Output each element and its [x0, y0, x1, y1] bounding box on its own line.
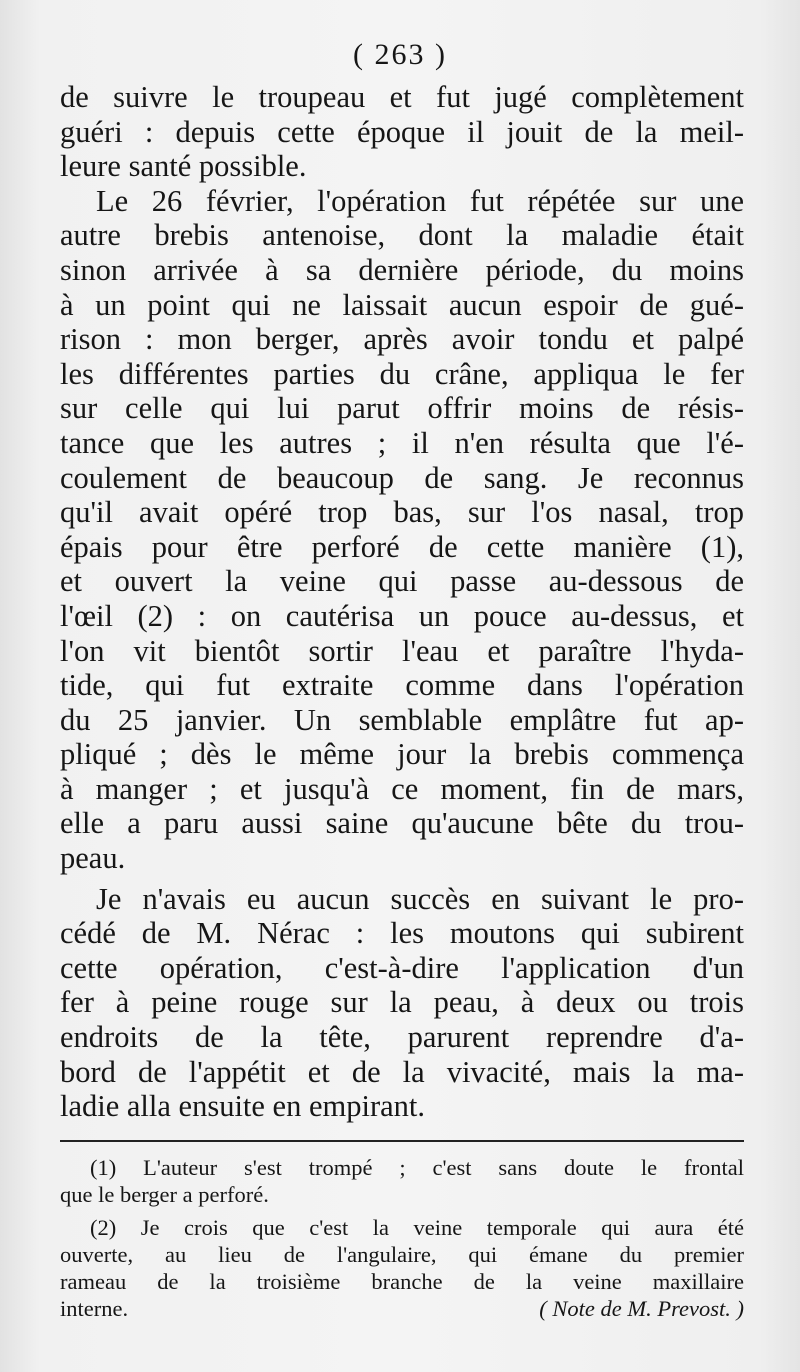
- text-line: cédé de M. Nérac : les moutons qui subirent: [60, 916, 744, 951]
- footnote-last-line: [60, 1295, 744, 1322]
- text-line: cette opération, c'est-à-dire l'application d'un: [60, 950, 744, 985]
- text-line: à manger ; et jusqu'à ce moment, fin de mars,: [60, 771, 744, 806]
- text-line: bord de l'appétit et de la vivacité, mais la ma-: [60, 1054, 744, 1089]
- footnote-signature: ( Note de M. Prevost. ): [539, 1296, 744, 1321]
- text-line: coulement de beaucoup de sang. Je reconnus: [60, 460, 744, 495]
- text-line: tance que les autres ; il n'en résulta que l'é-: [60, 425, 744, 460]
- text-line: autre brebis antenoise, dont la maladie était: [60, 218, 744, 253]
- footnote-line: (2) Je crois que c'est la veine temporale qui aura été: [90, 1215, 744, 1240]
- footnote-line: rameau de la troisième branche de la veine maxillaire: [60, 1269, 744, 1294]
- text-line: elle a paru aussi saine qu'aucune bête du trou-: [60, 806, 744, 841]
- text-line: ladie alla ensuite en empirant.: [60, 1089, 426, 1124]
- paragraph: [60, 882, 744, 1124]
- text-line: de suivre le troupeau et fut jugé complètement: [60, 80, 744, 114]
- text-line: pliqué ; dès le même jour la brebis commença: [60, 737, 744, 772]
- text-line: et ouvert la veine qui passe au-dessous de: [60, 564, 744, 599]
- main-text: [60, 80, 744, 1124]
- text-line: sinon arrivée à sa dernière période, du moins: [60, 252, 744, 287]
- footnote-line: interne.: [60, 1296, 129, 1321]
- text-line: Le 26 février, l'opération fut répétée sur une: [96, 183, 744, 218]
- text-line: à un point qui ne laissait aucun espoir de gué-: [60, 287, 744, 322]
- text-line: épais pour être perforé de cette manière (1),: [60, 529, 744, 564]
- text-line: fer à peine rouge sur la peau, à deux ou trois: [60, 985, 744, 1020]
- text-line: l'œil (2) : on cautérisa un pouce au-dessus, et: [60, 598, 744, 633]
- text-line: qu'il avait opéré trop bas, sur l'os nasal, trop: [60, 495, 744, 530]
- text-line: leure santé possible.: [60, 149, 307, 184]
- text-line: Je n'avais eu aucun succès en suivant le pro-: [96, 881, 744, 916]
- text-line: du 25 janvier. Un semblable emplâtre fut ap-: [60, 702, 744, 737]
- footnote-line: (1) L'auteur s'est trompé ; c'est sans doute le frontal: [90, 1155, 744, 1180]
- text-line: tide, qui fut extraite comme dans l'opération: [60, 668, 744, 703]
- footnote-divider: [60, 1140, 744, 1142]
- text-line: guéri : depuis cette époque il jouit de la meil-: [60, 114, 744, 149]
- footnote: [60, 1154, 744, 1208]
- paragraph: [60, 184, 744, 876]
- text-line: peau.: [60, 841, 126, 876]
- footnote-line: que le berger a perforé.: [60, 1182, 269, 1207]
- text-line: les différentes parties du crâne, appliqua le fer: [60, 356, 744, 391]
- footnotes: [60, 1154, 744, 1322]
- text-line: rison : mon berger, après avoir tondu et palpé: [60, 322, 744, 357]
- text-line: endroits de la tête, parurent reprendre d'a-: [60, 1020, 744, 1055]
- text-line: l'on vit bientôt sortir l'eau et paraître l'hyda-: [60, 633, 744, 668]
- text-line: sur celle qui lui parut offrir moins de résis-: [60, 391, 744, 426]
- footnote: [60, 1214, 744, 1322]
- footnote-line: ouverte, au lieu de l'angulaire, qui émane du premier: [60, 1242, 744, 1267]
- page-number: ( 263 ): [353, 38, 447, 71]
- paragraph: [60, 80, 744, 184]
